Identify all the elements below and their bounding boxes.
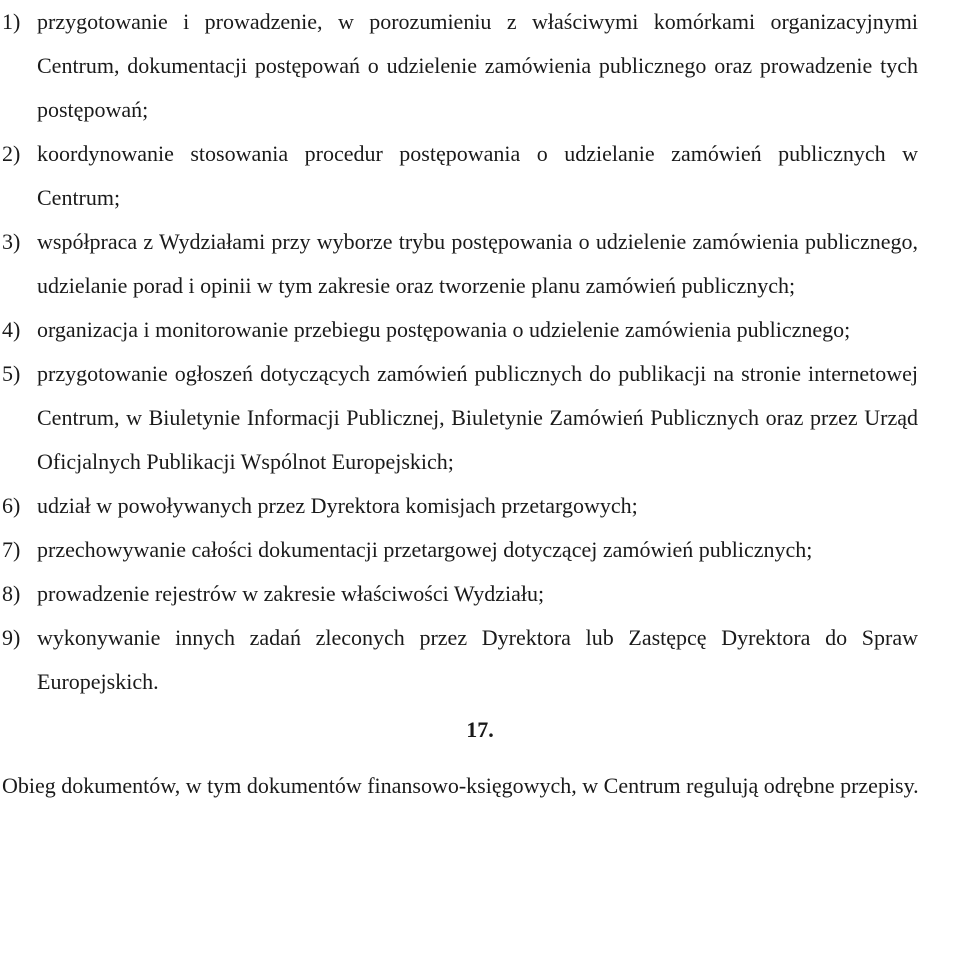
list-item-text: wykonywanie innych zadań zleconych przez Dyrektora lub Zastępcę Dyrektora do Spraw Europejskich. [37, 625, 918, 694]
list-item-text: przygotowanie i prowadzenie, w porozumieniu z właściwymi komórkami organizacyjnymi Centrum, dokumentacji postępowań o udzielenie zamówienia publicznego oraz prowadzenie tych postępowań; [37, 9, 918, 122]
list-item-number: 7) [2, 537, 21, 562]
list-item [0, 352, 960, 484]
list-item-number: 6) [2, 493, 21, 518]
list-item-number: 5) [2, 361, 21, 386]
list-item [0, 528, 960, 572]
list-item-text: przygotowanie ogłoszeń dotyczących zamówień publicznych do publikacji na stronie internetowej Centrum, w Biuletynie Informacji Publicznej, Biuletynie Zamówień Publicznych oraz przez Urząd Oficjalnych Publikacji Wspólnot Europejskich; [37, 361, 918, 474]
list-item [0, 308, 960, 352]
list-item-text: udział w powoływanych przez Dyrektora komisjach przetargowych; [37, 493, 638, 518]
section-number: 17. [466, 717, 494, 742]
list-item-text: współpraca z Wydziałami przy wyborze trybu postępowania o udzielenie zamówienia publicznego, udzielanie porad i opinii w tym zakresie oraz tworzenie planu zamówień publicznych; [37, 229, 918, 298]
list-item-number: 9) [2, 625, 21, 650]
list-item-text: koordynowanie stosowania procedur postępowania o udzielanie zamówień publicznych w Centrum; [37, 141, 918, 210]
list-item [0, 484, 960, 528]
list-item-number: 3) [2, 229, 21, 254]
list-item-text: prowadzenie rejestrów w zakresie właściwości Wydziału; [37, 581, 545, 606]
closing-paragraph: Obieg dokumentów, w tym dokumentów finansowo-księgowych, w Centrum regulują odrębne przepisy. [2, 773, 919, 798]
list-item [0, 0, 960, 132]
list-item-text: organizacja i monitorowanie przebiegu postępowania o udzielenie zamówienia publicznego; [37, 317, 851, 342]
list-item [0, 220, 960, 308]
list-item-number: 1) [2, 9, 21, 34]
list-item [0, 132, 960, 220]
list-item-number: 8) [2, 581, 21, 606]
list-item-number: 2) [2, 141, 21, 166]
section-heading [0, 708, 960, 752]
list-item [0, 572, 960, 616]
list-item [0, 616, 960, 704]
list-item-number: 4) [2, 317, 21, 342]
list-item-text: przechowywanie całości dokumentacji przetargowej dotyczącej zamówień publicznych; [37, 537, 813, 562]
